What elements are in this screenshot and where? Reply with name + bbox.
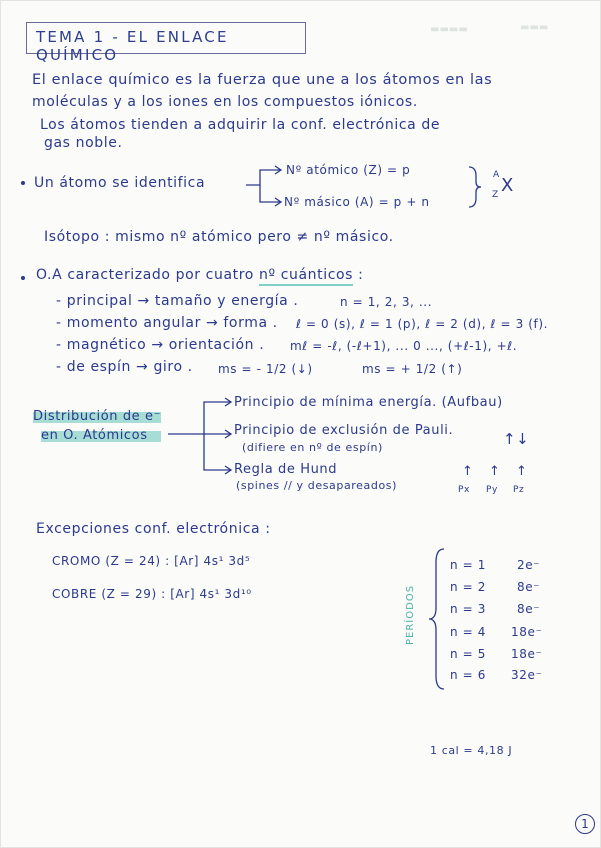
period-electrons: 18e⁻ (511, 647, 543, 661)
pauli-rule-note: (difiere en nº de espín) (242, 441, 383, 454)
spin-values-down: ms = - 1/2 (↓) (218, 362, 313, 376)
distribution-label-line2: en O. Atómicos (41, 428, 161, 443)
page-number: 1 (575, 814, 595, 834)
magnetic-label: - magnético → orientación . (56, 337, 265, 353)
period-n: n = 4 (450, 625, 486, 639)
page-title: TEMA 1 - EL ENLACE QUÍMICO (36, 28, 229, 64)
orbital-intro-prefix: O.A caracterizado por cuatro (36, 267, 259, 283)
orbital-intro-suffix: : (353, 267, 364, 283)
intro-line-1: El enlace químico es la fuerza que une a los átomos en las (32, 72, 493, 88)
angular-values: ℓ = 0 (s), ℓ = 1 (p), ℓ = 2 (d), ℓ = 3 (f). (296, 317, 549, 331)
hund-label-py: Py (486, 485, 498, 495)
distribution-label-line1: Distribución de e⁻ (33, 409, 162, 424)
distribution-branch-arrow-icon (168, 398, 234, 476)
period-n: n = 3 (450, 602, 486, 616)
calorie-footnote: 1 cal = 4,18 J (430, 744, 513, 757)
title-box (26, 22, 306, 64)
hund-rule-note: (spines // y desapareados) (236, 479, 398, 492)
cromo-exception: CROMO (Z = 24) : [Ar] 4s¹ 3d⁵ (52, 554, 251, 568)
atom-identify-label: Un átomo se identifica (34, 175, 206, 191)
bleed-through-mark: ▬▬▬▬ (430, 24, 468, 35)
atomic-number: Nº atómico (Z) = p (286, 163, 411, 177)
bullet (21, 181, 25, 185)
atomic-symbol-z: Z (492, 190, 499, 200)
hund-arrow-pz: ↑ (516, 464, 528, 479)
hund-arrow-px: ↑ (462, 464, 474, 479)
isotope-definition: Isótopo : mismo nº atómico pero ≠ nº másico. (44, 229, 394, 245)
period-electrons: 8e⁻ (517, 602, 541, 616)
intro-line-2: moléculas y a los iones en los compuestos iónicos. (32, 94, 418, 110)
bleed-through-mark: ▬▬▬ (520, 22, 549, 33)
hund-label-px: Px (458, 485, 470, 495)
quantum-numbers-highlight: nº cuánticos (259, 267, 353, 286)
period-n: n = 2 (450, 580, 486, 594)
period-electrons: 18e⁻ (511, 625, 543, 639)
angular-label: - momento angular → forma . (56, 315, 278, 331)
aufbau-rule: Principio de mínima energía. (Aufbau) (234, 395, 503, 410)
element-symbol-x: X (501, 175, 514, 196)
periods-label: PERÍODOS (405, 584, 416, 645)
intro-line-4: gas noble. (44, 135, 123, 151)
principal-label: - principal → tamaño y energía . (56, 293, 299, 309)
bullet (21, 276, 25, 280)
distribution-label (33, 409, 161, 443)
hund-label-pz: Pz (513, 485, 525, 495)
pauli-spin-arrows: ↑↓ (503, 430, 530, 448)
right-brace-icon (468, 166, 482, 208)
magnetic-values: mℓ = -ℓ, (-ℓ+1), ... 0 ..., (+ℓ-1), +ℓ. (290, 339, 518, 353)
spin-label: - de espín → giro . (56, 359, 193, 375)
orbital-intro (36, 267, 363, 283)
period-n: n = 1 (450, 558, 486, 572)
period-electrons: 2e⁻ (517, 558, 541, 572)
period-electrons: 8e⁻ (517, 580, 541, 594)
left-brace-icon (428, 548, 446, 690)
pauli-rule: Principio de exclusión de Pauli. (234, 423, 454, 438)
mass-number: Nº másico (A) = p + n (284, 195, 430, 209)
period-electrons: 32e⁻ (511, 668, 543, 682)
intro-line-3: Los átomos tienden a adquirir la conf. electrónica de (40, 117, 441, 133)
mass-symbol-a: A (493, 170, 500, 180)
branch-arrow-icon (246, 166, 286, 210)
hund-rule: Regla de Hund (234, 462, 338, 477)
cobre-exception: COBRE (Z = 29) : [Ar] 4s¹ 3d¹⁰ (52, 587, 252, 601)
period-n: n = 6 (450, 668, 486, 682)
hund-arrow-py: ↑ (489, 464, 501, 479)
spin-values-up: ms = + 1/2 (↑) (362, 362, 463, 376)
exceptions-title: Excepciones conf. electrónica : (36, 521, 271, 537)
period-n: n = 5 (450, 647, 486, 661)
principal-values: n = 1, 2, 3, ... (340, 295, 433, 309)
